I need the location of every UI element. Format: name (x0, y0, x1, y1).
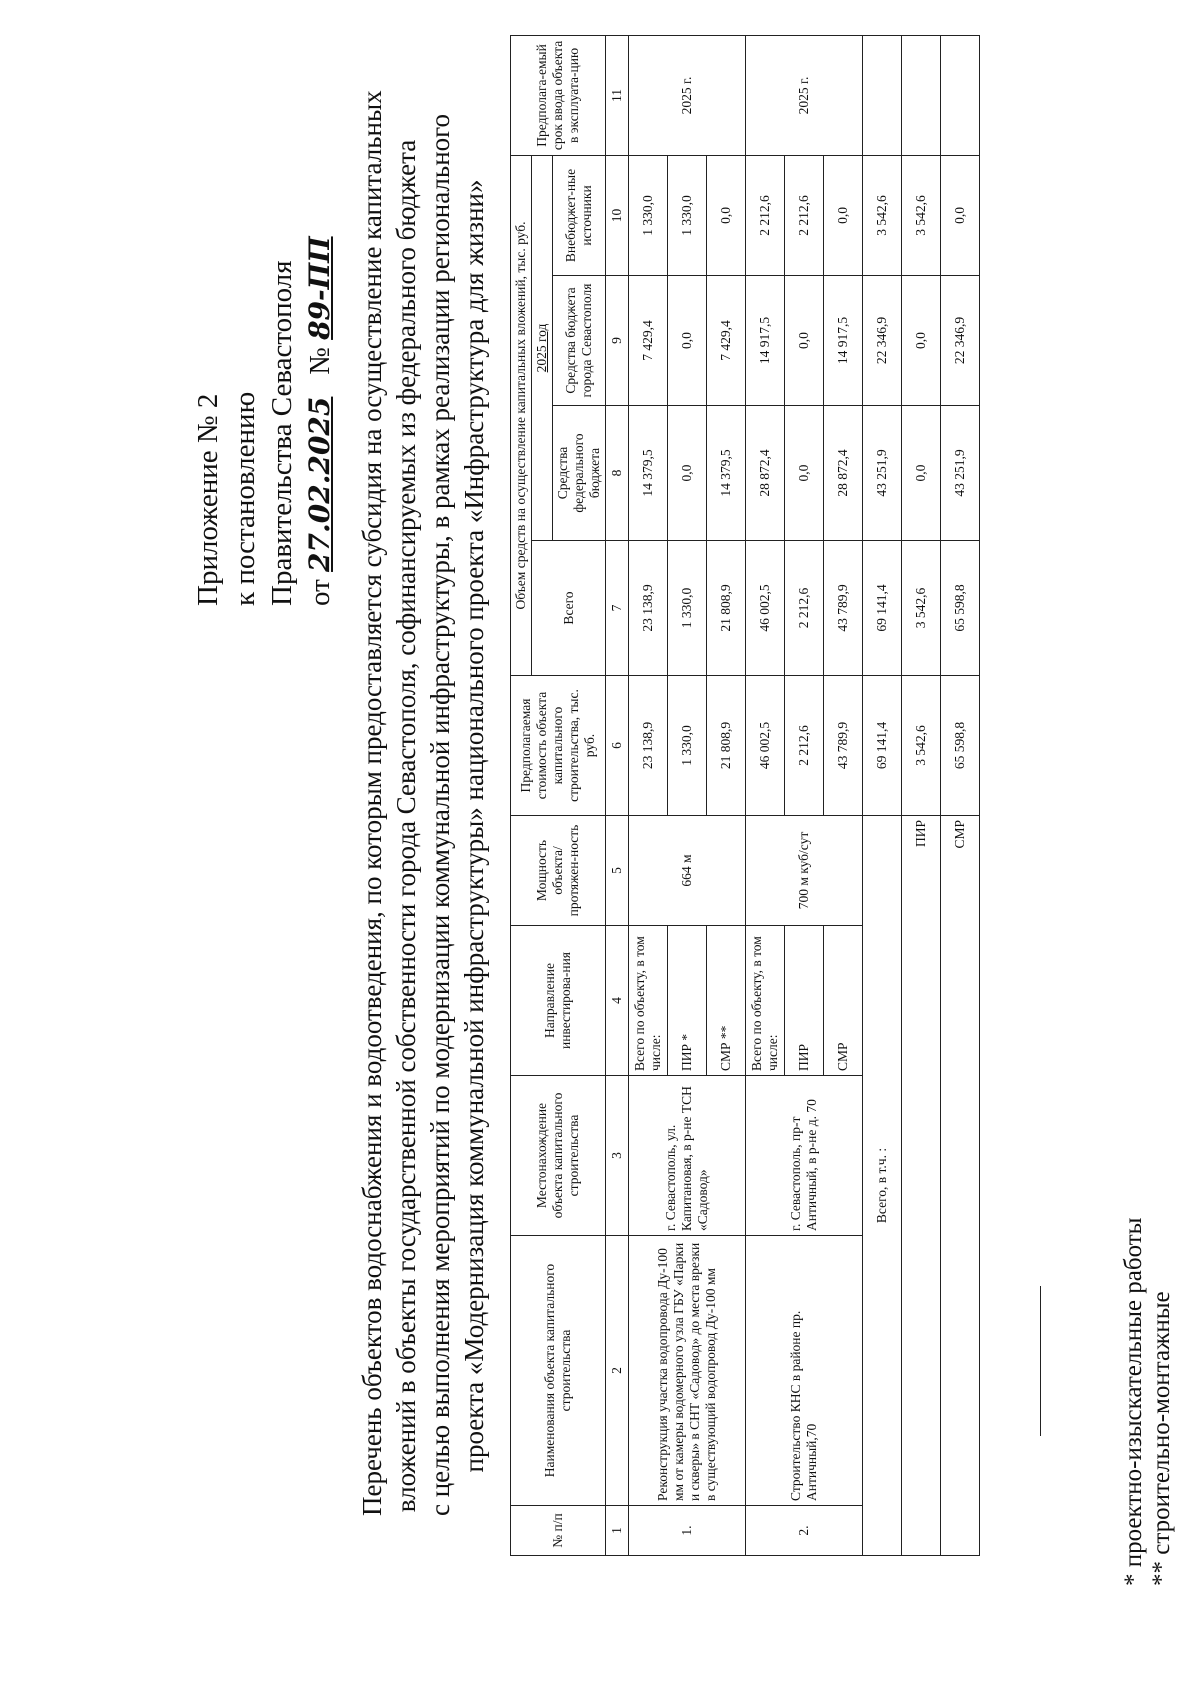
cost-cell: 43 789,9 (824, 676, 863, 816)
header-row (511, 35, 532, 1555)
header-total: Всего (532, 541, 606, 676)
object-capacity: 700 м куб/сут (746, 816, 863, 926)
header-federal: Средства федерального бюджета (553, 406, 606, 541)
federal-cell: 14 379,5 (707, 406, 746, 541)
totals-label: ПИР (902, 816, 941, 1556)
federal-cell: 0,0 (785, 406, 824, 541)
investment-direction: Всего по объекту, в том числе: (629, 926, 668, 1076)
col-number: 5 (606, 816, 629, 926)
cost-cell: 23 138,9 (629, 676, 668, 816)
cost-cell: 2 212,6 (785, 676, 824, 816)
object-number: 2. (746, 1506, 863, 1556)
extrabudget-cell: 3 542,6 (863, 155, 902, 275)
extrabudget-cell: 0,0 (941, 155, 980, 275)
federal-cell: 43 251,9 (941, 406, 980, 541)
total-cell: 69 141,4 (863, 541, 902, 676)
extrabudget-cell: 1 330,0 (668, 155, 707, 275)
appendix-line: к постановлению (229, 391, 261, 606)
totals-label: Всего, в т.ч. : (863, 816, 902, 1556)
col-number: 11 (606, 35, 629, 155)
cost-cell: 69 141,4 (863, 676, 902, 816)
city-cell: 22 346,9 (863, 276, 902, 406)
appendix-line: Приложение № 2 (192, 393, 224, 606)
object-name: Строительство КНС в районе пр. Античный,70 (746, 1236, 863, 1506)
title-line: Перечень объектов водоснабжения и водоотведения, по которым предоставляется субсидия на осуществление капитальных (357, 90, 387, 1516)
header-extrabudget: Внебюджет-ные источники (553, 155, 606, 275)
total-cell: 1 330,0 (668, 541, 707, 676)
federal-cell: 14 379,5 (629, 406, 668, 541)
city-cell: 0,0 (668, 276, 707, 406)
extrabudget-cell: 0,0 (824, 155, 863, 275)
object-location: г. Севастополь, пр-т Античный, в р-не д. 70 (746, 1076, 863, 1236)
objects-table (510, 35, 980, 1556)
totals-label: СМР (941, 816, 980, 1556)
city-cell: 0,0 (785, 276, 824, 406)
federal-cell: 0,0 (902, 406, 941, 541)
city-cell: 14 917,5 (746, 276, 785, 406)
empty-cell (863, 35, 902, 155)
investment-direction: ПИР * (668, 926, 707, 1076)
appendix-header (190, 186, 339, 606)
object-location: г. Севастополь, ул. Капитановая, в р-не ТСН «Садовод» (629, 1076, 746, 1236)
header-direction: Направление инвестирова-ния (511, 926, 606, 1076)
decree-number: 89-ПП (303, 236, 336, 340)
title-line: вложений в объекты государственной собственности города Севастополя, софинансируемых из федерального бюджета (391, 139, 421, 1513)
extrabudget-cell: 2 212,6 (746, 155, 785, 275)
extrabudget-cell: 1 330,0 (629, 155, 668, 275)
header-num: № п/п (511, 1506, 606, 1556)
footnotes (1120, 1218, 1176, 1586)
col-number: 7 (606, 541, 629, 676)
header-volume: Объем средств на осуществление капитальных вложений, тыс. руб. (511, 155, 532, 675)
decree-date: 27.02.2025 (303, 396, 336, 572)
extrabudget-cell: 2 212,6 (785, 155, 824, 275)
investment-direction: Всего по объекту, в том числе: (746, 926, 785, 1076)
federal-cell: 43 251,9 (863, 406, 902, 541)
cost-cell: 21 808,9 (707, 676, 746, 816)
cost-cell: 1 330,0 (668, 676, 707, 816)
object-capacity: 664 м (629, 816, 746, 926)
city-cell: 14 917,5 (824, 276, 863, 406)
document-title (355, 90, 491, 1516)
commission-term: 2025 г. (629, 35, 746, 155)
totals-row (902, 35, 941, 1555)
col-number: 3 (606, 1076, 629, 1236)
col-number: 1 (606, 1506, 629, 1556)
col-number: 8 (606, 406, 629, 541)
number-prefix: № (304, 347, 336, 375)
total-cell: 21 808,9 (707, 541, 746, 676)
title-line: проекта «Модернизация коммунальной инфраструктуры» национального проекта «Инфраструктура для жизни» (459, 179, 489, 1473)
table-row (746, 35, 785, 1555)
federal-cell: 28 872,4 (824, 406, 863, 541)
extrabudget-cell: 0,0 (707, 155, 746, 275)
decree-date-number (301, 186, 339, 606)
federal-cell: 0,0 (668, 406, 707, 541)
total-cell: 23 138,9 (629, 541, 668, 676)
totals-row (863, 35, 902, 1555)
extrabudget-cell: 3 542,6 (902, 155, 941, 275)
city-cell: 22 346,9 (941, 276, 980, 406)
commission-term: 2025 г. (746, 35, 863, 155)
header-cost: Предполагаемая стоимость объекта капитального строительства, тыс. руб. (511, 676, 606, 816)
object-name: Реконструкция участка водопровода Ду-100 мм от камеры водомерного узла ГБУ «Парки и скверы» в СНТ «Садовод» до места врезки в существующий водопровод Ду-100 мм (629, 1236, 746, 1506)
total-cell: 2 212,6 (785, 541, 824, 676)
total-cell: 65 598,8 (941, 541, 980, 676)
col-number: 2 (606, 1236, 629, 1506)
col-number: 9 (606, 276, 629, 406)
cost-cell: 3 542,6 (902, 676, 941, 816)
investment-direction: ПИР (785, 926, 824, 1076)
totals-row (941, 35, 980, 1555)
date-prefix: от (304, 579, 336, 606)
title-line: с целью выполнения мероприятий по модернизации коммунальной инфраструктуры, в рамках реализации регионального (425, 113, 455, 1516)
cost-cell: 46 002,5 (746, 676, 785, 816)
column-numbers-row (606, 35, 629, 1555)
total-cell: 43 789,9 (824, 541, 863, 676)
object-number: 1. (629, 1506, 746, 1556)
header-city: Средства бюджета города Севастополя (553, 276, 606, 406)
investment-direction: СМР (824, 926, 863, 1076)
appendix-line: Правительства Севастополя (266, 260, 298, 606)
federal-cell: 28 872,4 (746, 406, 785, 541)
col-number: 4 (606, 926, 629, 1076)
col-number: 10 (606, 155, 629, 275)
city-cell: 7 429,4 (629, 276, 668, 406)
separator-line (1040, 1286, 1041, 1436)
footnote: ** строительно-монтажные (1148, 1291, 1175, 1586)
footnote: * проектно-изыскательные работы (1120, 1217, 1147, 1586)
header-capacity: Мощность объекта/ протяжен-ность (511, 816, 606, 926)
header-name: Наименования объекта капитального строительства (511, 1236, 606, 1506)
table-row (629, 35, 668, 1555)
header-location: Местонахождение объекта капитального строительства (511, 1076, 606, 1236)
city-cell: 7 429,4 (707, 276, 746, 406)
total-cell: 3 542,6 (902, 541, 941, 676)
investment-direction: СМР ** (707, 926, 746, 1076)
city-cell: 0,0 (902, 276, 941, 406)
header-year: 2025 год (532, 155, 553, 540)
total-cell: 46 002,5 (746, 541, 785, 676)
cost-cell: 65 598,8 (941, 676, 980, 816)
empty-cell (941, 35, 980, 155)
header-term: Предполага-емый срок ввода объекта в эксплуата-цию (511, 35, 606, 155)
empty-cell (902, 35, 941, 155)
col-number: 6 (606, 676, 629, 816)
